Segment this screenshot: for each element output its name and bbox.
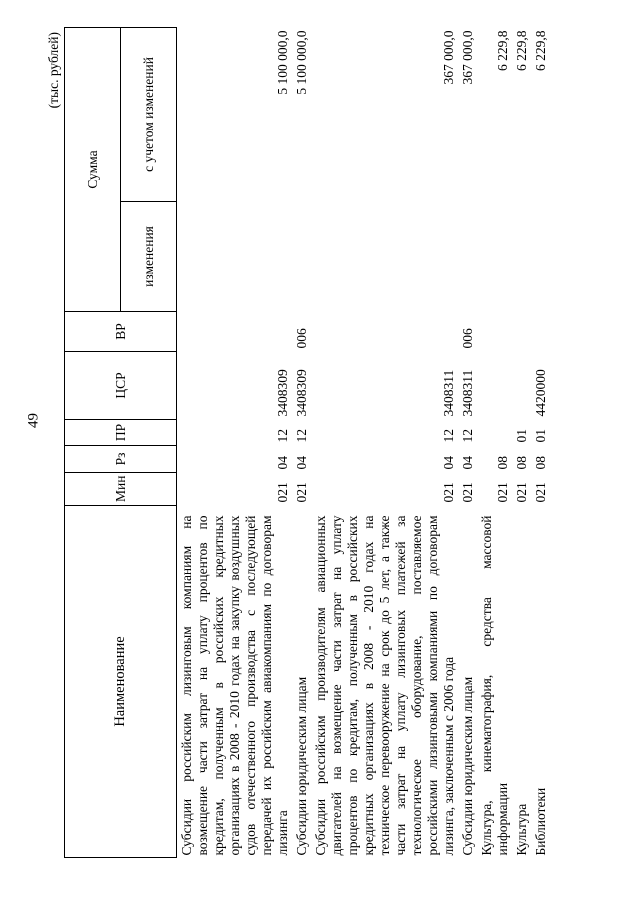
- row-with-changes: 367 000,0: [460, 30, 475, 85]
- rotated-page: [46, 28, 594, 858]
- row-vr: [177, 312, 293, 352]
- table-row: [292, 27, 311, 857]
- row-csr: [512, 352, 531, 420]
- row-pr: 12: [275, 429, 290, 443]
- row-with-changes: 5 100 000,0: [294, 30, 309, 95]
- row-pr: 12: [460, 429, 475, 443]
- row-name: Субсидии российским производителям авиационных двигателей на возмещение части затрат на уплату процентов по кредитам, полученным в российских кредитных организациях в 2008 - 2010 годах на техническое перевооружение на срок до 5 лет, а также части затрат на уплату лизинговых платежей за технологическое оборудование, поставляемое российскими лизинговыми компаниями по договорам лизинга, заключенным с 2006 года: [313, 515, 456, 856]
- row-changes: [311, 202, 458, 312]
- row-min: 021: [495, 482, 510, 503]
- row-min: 021: [460, 482, 475, 503]
- row-name: Субсидии российским лизинговым компаниям на возмещение части затрат на уплату процентов по кредитам, полученным в российских кредитных организациях в 2008 - 2010 годах на закупку воздушных судов отечественного производства с последующей передачей их российским авиакомпаниям по договорам лизинга: [179, 515, 290, 856]
- row-rz: 08: [514, 456, 529, 470]
- row-with-changes: 367 000,0: [441, 30, 456, 85]
- header-sum: Сумма: [65, 27, 121, 311]
- row-changes: [477, 202, 512, 312]
- header-name: Наименование: [65, 506, 177, 858]
- row-changes: [177, 202, 293, 312]
- row-vr: [477, 312, 512, 352]
- header-changes: изменения: [121, 202, 177, 312]
- header-pr: ПР: [65, 420, 177, 446]
- row-csr: 3408311: [441, 369, 456, 417]
- row-csr: 3408309: [275, 369, 290, 417]
- row-rz: 08: [533, 456, 548, 470]
- row-changes: [292, 202, 311, 312]
- row-csr: 3408311: [460, 369, 475, 417]
- row-min: 021: [441, 482, 456, 503]
- row-with-changes: 6 229,8: [495, 30, 510, 71]
- row-name: Библиотеки: [533, 787, 548, 856]
- row-name: Субсидии юридическим лицам: [294, 676, 309, 856]
- row-vr: [311, 312, 458, 352]
- table-row: [477, 27, 512, 857]
- table-row: [177, 27, 293, 857]
- budget-table: [64, 27, 550, 858]
- page-number: 49: [25, 413, 42, 428]
- row-min: 021: [514, 482, 529, 503]
- row-with-changes: 6 229,8: [514, 30, 529, 71]
- row-pr: 12: [441, 429, 456, 443]
- units-label: (тыс. рублей): [46, 32, 61, 109]
- table-row: [531, 27, 550, 857]
- row-rz: 04: [275, 456, 290, 470]
- row-csr: 3408309: [294, 369, 309, 417]
- row-vr: [512, 312, 531, 352]
- table-row: [458, 27, 477, 857]
- header-with-changes: с учетом изменений: [121, 27, 177, 201]
- row-rz: 04: [460, 456, 475, 470]
- row-pr: 01: [514, 429, 529, 443]
- row-name: Культура: [514, 803, 529, 856]
- row-pr: [477, 420, 512, 446]
- header-rz: Рз: [65, 446, 177, 473]
- row-min: 021: [294, 482, 309, 503]
- row-csr: [477, 352, 512, 420]
- row-min: 021: [533, 482, 548, 503]
- row-rz: 04: [441, 456, 456, 470]
- row-min: 021: [275, 482, 290, 503]
- row-with-changes: 5 100 000,0: [275, 30, 290, 95]
- header-min: Мин: [65, 473, 177, 506]
- row-with-changes: 6 229,8: [533, 30, 548, 71]
- row-vr: 006: [294, 328, 309, 349]
- table-row: [512, 27, 531, 857]
- row-vr: [531, 312, 550, 352]
- row-pr: 12: [294, 429, 309, 443]
- row-rz: 04: [294, 456, 309, 470]
- row-vr: 006: [460, 328, 475, 349]
- row-rz: 08: [495, 456, 510, 470]
- table-row: [311, 27, 458, 857]
- row-name: Субсидии юридическим лицам: [460, 676, 475, 856]
- row-changes: [512, 202, 531, 312]
- header-vr: ВР: [65, 312, 177, 352]
- row-changes: [531, 202, 550, 312]
- row-csr: 4420000: [533, 369, 548, 417]
- row-pr: 01: [533, 429, 548, 443]
- header-csr: ЦСР: [65, 352, 177, 420]
- row-changes: [458, 202, 477, 312]
- row-name: Культура, кинематография, средства массовой информации: [479, 515, 510, 856]
